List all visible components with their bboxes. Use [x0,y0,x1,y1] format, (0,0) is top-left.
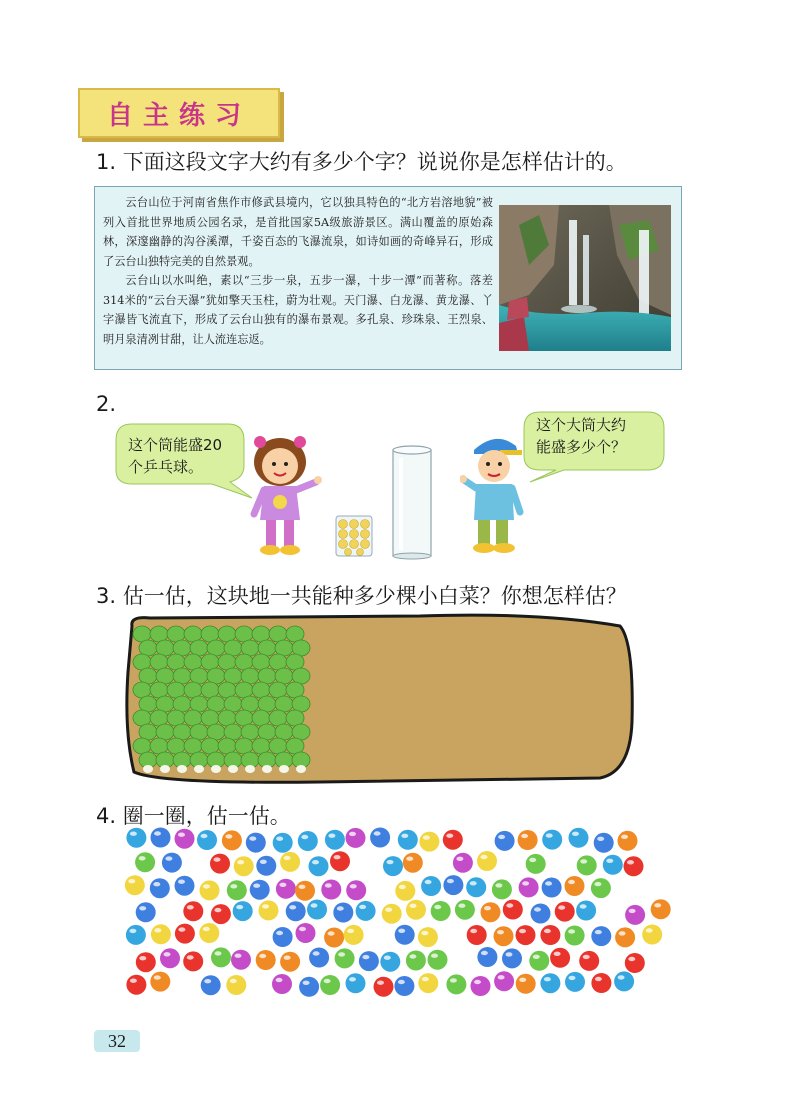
marble [455,900,475,920]
marble [453,853,473,873]
cabbage [286,654,304,670]
marble [359,951,379,971]
marble [246,833,266,853]
cabbage [184,710,202,726]
boy-speech-text [536,414,626,458]
marble [406,951,426,971]
marble [356,901,376,921]
marble [625,905,645,925]
cabbage [184,626,202,642]
cabbage [286,626,304,642]
marble [234,856,254,876]
marble [540,973,560,993]
marble [151,924,171,944]
cabbage [269,626,287,642]
cabbage [224,724,242,740]
marble [419,832,439,852]
section-title: 自主练习 [106,100,251,131]
cabbage [207,696,225,712]
marble [428,950,448,970]
marble [222,830,242,850]
cabbage [252,738,270,754]
marble [550,948,570,968]
girl-character [246,428,326,556]
marble [280,852,300,872]
cabbage [241,640,259,656]
marble [211,947,231,967]
marble [286,901,306,921]
marble [492,879,512,899]
marble [494,926,514,946]
marble [211,904,231,924]
marble [542,830,562,850]
cabbage [235,626,253,642]
marble [273,833,293,853]
marble [197,830,217,850]
marble [256,950,276,970]
cabbage [201,738,219,754]
cabbage [139,696,157,712]
cabbage [258,668,276,684]
marble [200,880,220,900]
marble [614,971,634,991]
cabbage [269,682,287,698]
marble [502,948,522,968]
marble [259,900,279,920]
cabbage [269,654,287,670]
marble [346,973,366,993]
passage-box [94,186,682,370]
marble [591,973,611,993]
marble [335,948,355,968]
marble [210,854,230,874]
cabbage [235,682,253,698]
question-3-title: 3. 估一估，这块地一共能种多少棵小白菜？你想怎样估？ [96,584,627,608]
cabbage [190,640,208,656]
marble [201,975,221,995]
marble [273,927,293,947]
marble [466,877,486,897]
cabbage [139,724,157,740]
marble [226,975,246,995]
marbles-field [124,826,672,1004]
cabbage [252,626,270,642]
marble [403,853,423,873]
vegetable-plot [120,612,640,788]
cabbage [218,682,236,698]
cabbage [133,738,151,754]
section-header-badge [78,88,280,138]
marble [518,830,538,850]
cabbage [207,640,225,656]
cabbage [201,710,219,726]
marble [295,881,315,901]
marble [398,830,418,850]
marble [529,951,549,971]
cabbage [173,640,191,656]
marble [233,901,253,921]
marble [160,948,180,968]
cabbage [190,668,208,684]
marble [320,975,340,995]
cabbage [207,724,225,740]
marble [162,853,182,873]
cabbage [235,654,253,670]
small-tube-with-balls [334,514,374,558]
cabbage [258,724,276,740]
cabbage [207,668,225,684]
page-number: 32 [94,1030,140,1052]
marble [126,925,146,945]
cabbage [252,654,270,670]
girl-speech-line-2: 个乒乓球。 [128,458,204,476]
marble [591,926,611,946]
cabbage [173,724,191,740]
cabbage [156,724,174,740]
cabbage [190,696,208,712]
cabbage [218,654,236,670]
marble [418,927,438,947]
marble [542,878,562,898]
cabbage [252,710,270,726]
cabbage [156,696,174,712]
marble [481,902,501,922]
cabbage [269,710,287,726]
cabbage [275,696,293,712]
marble [231,950,251,970]
cabbage [269,738,287,754]
marble [555,902,575,922]
marble [136,952,156,972]
cabbage [201,654,219,670]
passage-paragraph-2: 云台山以水叫绝，素以“三步一泉，五步一瀑，十步一潭”而著称。落差314米的“云台天瀑”犹如擎天玉柱，蔚为壮观。天门瀑、白龙瀑、黄龙瀑、丫字瀑皆飞流直下，形成了云台山独有的瀑布景观。多孔泉、珍珠泉、王烈泉、明月泉清冽甘甜，让人流连忘返。 [103,274,493,346]
cabbage [150,738,168,754]
cabbage [218,710,236,726]
cabbage [167,710,185,726]
cabbage [139,640,157,656]
marble [307,900,327,920]
marble [531,904,551,924]
cabbage [292,668,310,684]
marble [579,951,599,971]
marble [309,948,329,968]
marble [494,971,514,991]
cabbage [235,710,253,726]
marble [126,828,146,848]
marble [151,828,171,848]
cabbage [275,724,293,740]
marble [603,855,623,875]
marble [380,952,400,972]
cabbage [173,668,191,684]
marble [618,831,638,851]
marble [333,903,353,923]
marble [395,881,415,901]
marble [135,852,155,872]
cabbage [167,626,185,642]
cabbage [184,654,202,670]
cabbage [275,640,293,656]
cabbage [167,682,185,698]
cabbage [258,640,276,656]
marble [175,876,195,896]
cabbage [167,654,185,670]
marble [382,904,402,924]
cabbage [275,668,293,684]
marble [296,923,316,943]
marble [346,828,366,848]
marble [126,975,146,995]
cabbage [292,724,310,740]
cabbage [258,696,276,712]
marble [471,976,491,996]
marble [330,851,350,871]
marble [125,875,145,895]
marble [443,830,463,850]
cabbage [150,654,168,670]
marble [516,925,536,945]
marble [565,876,585,896]
cabbage [241,668,259,684]
marble [150,972,170,992]
marble [577,855,597,875]
marble [309,856,329,876]
question-2-number: 2. [96,392,117,416]
marble [503,900,523,920]
cabbage [218,626,236,642]
boy-speech-line-1: 这个大筒大约 [536,416,627,434]
marble [344,925,364,945]
girl-speech-text [128,434,222,478]
cabbage [184,682,202,698]
marble [443,875,463,895]
girl-speech-line-1: 这个筒能盛20 [128,436,223,454]
marble [183,901,203,921]
big-tube [390,444,434,560]
marble [642,925,662,945]
marble [299,977,319,997]
marble [370,828,390,848]
marble [516,974,536,994]
marble [325,830,345,850]
marble [394,976,414,996]
cabbage [150,682,168,698]
cabbage [156,668,174,684]
cabbage [139,668,157,684]
cabbage [133,654,151,670]
cabbage [218,738,236,754]
marble [651,899,671,919]
cabbage [224,668,242,684]
marble [374,977,394,997]
marble [136,902,156,922]
marble [594,833,614,853]
cabbage [201,682,219,698]
marble [526,854,546,874]
cabbage [150,626,168,642]
marble [421,876,441,896]
cabbage [156,640,174,656]
marble [280,952,300,972]
cabbage [201,626,219,642]
marble [569,828,589,848]
cabbage [167,738,185,754]
marble [495,831,515,851]
cabbage [286,738,304,754]
cabbage [184,738,202,754]
cabbage [252,682,270,698]
cabbage [133,710,151,726]
cabbage [241,696,259,712]
cabbage [224,696,242,712]
marble [183,951,203,971]
marble [321,880,341,900]
marble [395,925,415,945]
marble [519,877,539,897]
marble [431,901,451,921]
marble [175,829,195,849]
marble [250,880,270,900]
marble [150,878,170,898]
marble [324,928,344,948]
cabbage [190,724,208,740]
cabbage [133,682,151,698]
cabbage [292,640,310,656]
marble [256,856,276,876]
marble [615,927,635,947]
question-1-title: 1. 下面这段文字大约有多少个字？说说你是怎样估计的。 [96,150,627,174]
passage-paragraph-1: 云台山位于河南省焦作市修武县境内，它以独具特色的“北方岩溶地貌”被列入首批世界地质公园名录，是首批国家5A级旅游景区。满山覆盖的原始森林，深邃幽静的沟谷溪潭，千姿百态的飞瀑流泉，如诗如画的奇峰异石，形成了云台山独特完美的自然景观。 [103,196,493,268]
marble [383,856,403,876]
marble [276,879,296,899]
marble [565,972,585,992]
marble [625,953,645,973]
boy-speech-line-2: 能盛多少个？ [536,438,627,456]
marble [406,900,426,920]
marble [576,901,596,921]
marble [199,923,219,943]
cabbage [286,682,304,698]
marble [346,880,366,900]
marble [624,856,644,876]
marble [477,947,497,967]
waterfall-photo [499,205,671,351]
marble [540,925,560,945]
marble [418,973,438,993]
question-4-title: 4. 圈一圈，估一估。 [96,804,291,828]
cabbage [241,724,259,740]
cabbage [150,710,168,726]
marble [565,926,585,946]
marble [227,880,247,900]
marble [467,925,487,945]
cabbage [173,696,191,712]
cabbage [235,738,253,754]
cabbage [133,626,151,642]
marble [298,831,318,851]
cabbage [292,696,310,712]
passage-text [103,193,493,349]
marble [477,851,497,871]
marble [272,974,292,994]
marble [446,974,466,994]
marble [591,878,611,898]
cabbage [286,710,304,726]
cabbage [224,640,242,656]
marble [175,924,195,944]
